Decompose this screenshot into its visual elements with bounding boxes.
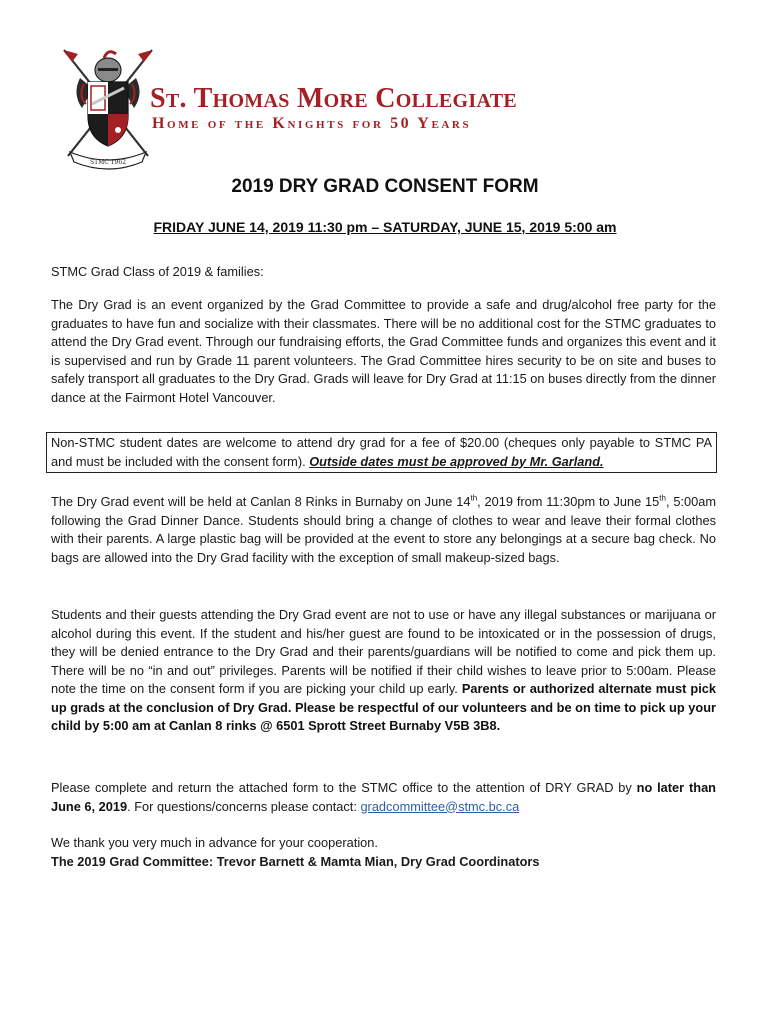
pickup-requirement: Parents or authorized alternate must pick up grads at the conclusion of Dry Grad. Please be respectful of our volunteers and be on time to pick up your child by 5:00 am at Canlan 8 rinks @ 6501 Sprott Street Burnaby V5B 3B8.: [51, 681, 716, 733]
notice-text: Non-STMC student dates are welcome to attend dry grad for a fee of $20.00 (cheques only payable to STMC PA and must be included with the consent form).: [51, 435, 712, 469]
location-text-2: , 2019 from 11:30pm to June 15: [477, 494, 660, 509]
non-stmc-dates-notice: [46, 432, 717, 473]
notice-emphasis: Outside dates must be approved by Mr. Garland.: [309, 453, 604, 469]
ordinal-suffix: th: [659, 493, 666, 503]
school-motto: Home of the Knights for 50 Years: [152, 115, 472, 132]
thanks-line: We thank you very much in advance for your cooperation.: [51, 835, 378, 850]
intro-paragraph: The Dry Grad is an event organized by the Grad Committee to provide a safe and drug/alcohol free party for the graduates to have fun and socialize with their classmates. There will be no additional cost for the STMC graduates to attend the Dry Grad event. Through our fundraising efforts, the Grad Committee funds and organizes this event and it is supervised and run by Grade 11 parent volunteers. The Grad Committee hires security to be on site and buses to safely transport all graduates to the Dry Grad. Grads will leave for Dry Grad at 11:15 on buses directly from the dinner dance at the Fairmont Hotel Vancouver.: [51, 297, 716, 405]
contact-email-link[interactable]: gradcommittee@stmc.bc.ca: [360, 798, 520, 814]
deadline: no later than June 6, 2019: [51, 780, 716, 814]
location-text-1: The Dry Grad event will be held at Canlan 8 Rinks in Burnaby on June 14: [51, 494, 471, 509]
rules-paragraph: [51, 606, 716, 736]
school-name: St. Thomas More Collegiate: [150, 83, 517, 114]
location-paragraph: [51, 493, 716, 567]
return-text-2: . For questions/concerns please contact:: [127, 798, 361, 814]
return-text-1: Please complete and return the attached form to the STMC office to the attention of DRY GRAD by: [51, 780, 637, 795]
event-date-subtitle: FRIDAY JUNE 14, 2019 11:30 pm – SATURDAY, JUNE 15, 2019 5:00 am: [153, 219, 617, 235]
return-form-paragraph: [51, 779, 716, 816]
closing: [51, 834, 716, 871]
rules-text: Students and their guests attending the Dry Grad event are not to use or have any illegal substances or marijuana or alcohol during this event. If the student and his/her guest are found to be intoxicated or in the possession of drugs, they will be denied entrance to the Dry Grad and their parents/guardians will be notified to come and pick them up. There will be no “in and out” privileges. Parents will be notified if their child wishes to leave prior to 5:00am. Please note the time on the consent form if you are picking your child up early.: [51, 607, 716, 696]
school-crest-logo: [58, 44, 158, 170]
ordinal-suffix: th: [470, 493, 478, 503]
crest-icon: [58, 44, 158, 170]
page-title: 2019 DRY GRAD CONSENT FORM: [231, 176, 539, 197]
crest-banner-text: STMC 1962: [89, 159, 127, 166]
location-text-3: , 5:00am following the Grad Dinner Dance. Students should bring a change of clothes to wear and leave their formal clothes with their parents. A large plastic bag will be provided at the event to store any belongings at a secure bag check. No bags are allowed into the Dry Grad facility with the exception of small makeup-sized bags.: [51, 494, 717, 565]
signature-line: The 2019 Grad Committee: Trevor Barnett & Mamta Mian, Dry Grad Coordinators: [51, 853, 540, 869]
greeting: STMC Grad Class of 2019 & families:: [51, 264, 264, 279]
